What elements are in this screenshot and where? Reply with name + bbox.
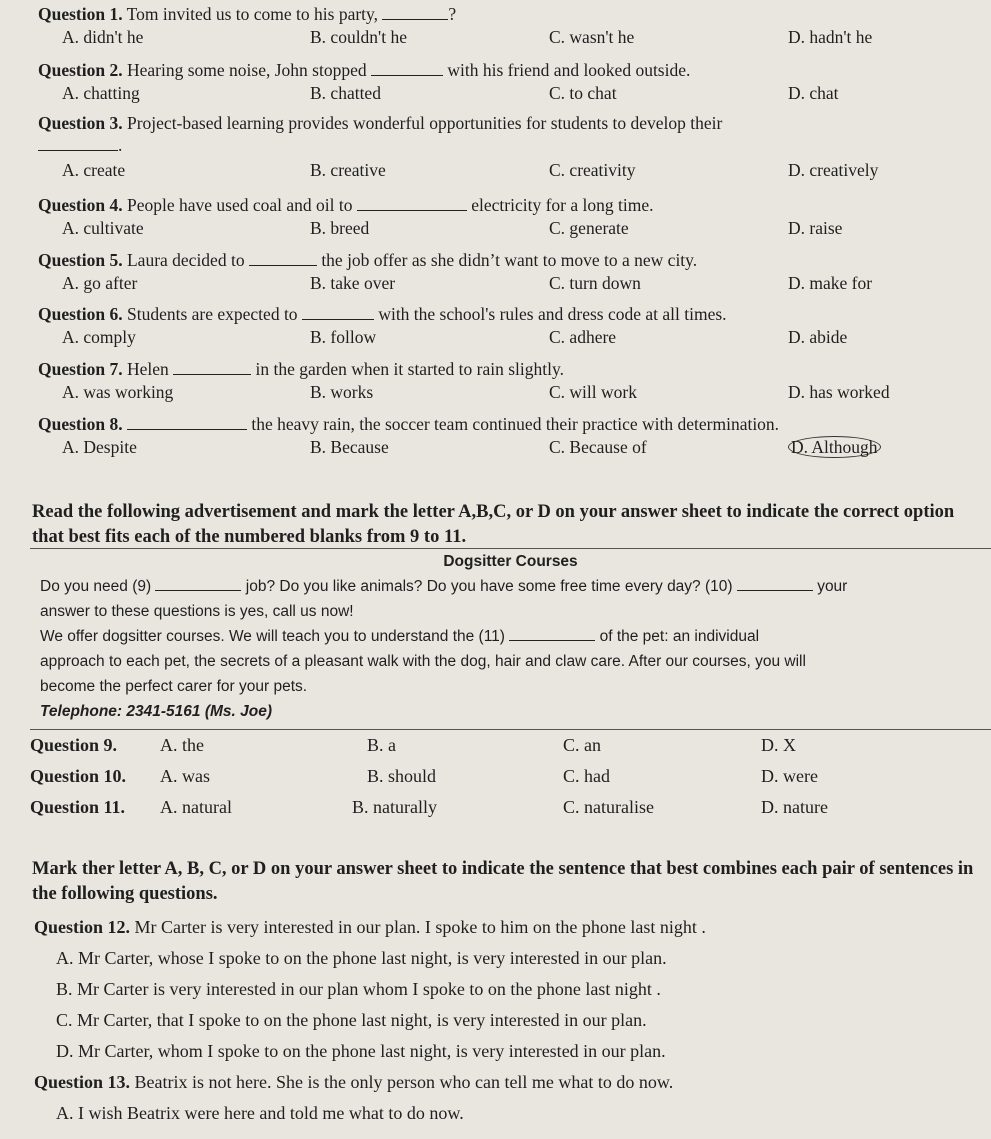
option-b[interactable]: B. should xyxy=(367,766,437,786)
ad-line-2: answer to these questions is yes, call us now! xyxy=(40,603,354,620)
option-d[interactable]: D. nature xyxy=(761,797,828,817)
option-b[interactable]: B. take over xyxy=(310,273,396,293)
option-b[interactable]: B. Because xyxy=(310,437,389,457)
question-6 xyxy=(38,303,983,351)
option-a[interactable]: A. didn't he xyxy=(62,27,144,47)
question-text: Beatrix is not here. She is the only person who can tell me what to do now. xyxy=(134,1072,674,1092)
answer-blank xyxy=(371,75,443,76)
question-text-end: the heavy rain, the soccer team continued their practice with determination. xyxy=(251,414,780,434)
question-3 xyxy=(38,112,983,184)
option-c[interactable]: C. turn down xyxy=(549,273,641,293)
answer-blank xyxy=(38,150,118,151)
question-label: Question 11. xyxy=(30,797,126,817)
option-d[interactable]: D. has worked xyxy=(788,382,890,402)
option-d[interactable]: D. X xyxy=(761,735,796,755)
question-text: Project-based learning provides wonderful opportunities for students to develop their xyxy=(126,113,723,133)
option-c[interactable]: C. naturalise xyxy=(563,797,654,817)
answer-blank xyxy=(302,319,374,320)
option-c[interactable]: C. Mr Carter, that I spoke to on the phone last night, is very interested in our plan. xyxy=(56,1010,647,1030)
option-d[interactable]: D. raise xyxy=(788,218,843,238)
option-a[interactable]: A. chatting xyxy=(62,83,140,103)
option-d[interactable]: D. abide xyxy=(788,327,848,347)
question-7 xyxy=(38,358,983,406)
option-b[interactable]: B. chatted xyxy=(310,83,381,103)
question-8 xyxy=(38,413,983,461)
ad-telephone: Telephone: 2341-5161 (Ms. Joe) xyxy=(40,703,273,720)
ad-line-5: become the perfect carer for your pets. xyxy=(40,678,308,695)
option-b[interactable]: B. Mr Carter is very interested in our plan whom I spoke to on the phone last night . xyxy=(56,979,661,999)
ad-line-4: approach to each pet, the secrets of a pleasant walk with the dog, hair and claw care. After our courses, you will xyxy=(40,653,806,670)
question-12 xyxy=(34,912,979,1067)
option-d[interactable]: D. make for xyxy=(788,273,873,293)
question-label: Question 2. xyxy=(38,60,123,80)
question-11 xyxy=(30,795,975,821)
option-b[interactable]: B. a xyxy=(367,735,396,755)
option-c[interactable]: C. wasn't he xyxy=(549,27,635,47)
combine-instruction: Mark ther letter A, B, C, or D on your answer sheet to indicate the sentence that best combines each pair of sentences in the following questions. xyxy=(32,859,974,904)
question-label: Question 7. xyxy=(38,359,123,379)
question-label: Question 12. xyxy=(34,917,131,937)
option-a[interactable]: A. was xyxy=(160,766,210,786)
question-label: Question 1. xyxy=(38,4,123,24)
question-text: People have used coal and oil to xyxy=(126,195,353,215)
question-10 xyxy=(30,764,975,790)
question-text-end: ? xyxy=(448,4,457,24)
option-c[interactable]: C. Because of xyxy=(549,437,647,457)
question-text-end: . xyxy=(118,135,123,155)
option-d[interactable]: D. were xyxy=(761,766,818,786)
option-b[interactable]: B. creative xyxy=(310,160,386,180)
question-text: Tom invited us to come to his party, xyxy=(126,4,379,24)
option-b[interactable]: B. breed xyxy=(310,218,370,238)
option-a[interactable]: A. I wish Beatrix were here and told me what to do now. xyxy=(56,1103,464,1123)
question-label: Question 6. xyxy=(38,304,123,324)
option-a[interactable]: A. cultivate xyxy=(62,218,144,238)
option-b[interactable]: B. works xyxy=(310,382,374,402)
option-c[interactable]: C. adhere xyxy=(549,327,617,347)
option-a[interactable]: A. the xyxy=(160,735,204,755)
question-2 xyxy=(38,59,983,107)
option-d[interactable]: D. Mr Carter, whom I spoke to on the phone last night, is very interested in our plan. xyxy=(56,1041,666,1061)
option-a[interactable]: A. comply xyxy=(62,327,136,347)
question-label: Question 4. xyxy=(38,195,123,215)
question-text-end: the job offer as she didn’t want to move to a new city. xyxy=(321,250,698,270)
question-text-end: electricity for a long time. xyxy=(471,195,654,215)
question-label: Question 10. xyxy=(30,766,127,786)
option-d[interactable]: D. Although xyxy=(788,437,881,458)
option-a[interactable]: A. was working xyxy=(62,382,174,402)
question-5 xyxy=(38,249,983,297)
answer-blank xyxy=(357,210,467,211)
reading-instruction: Read the following advertisement and mark the letter A,B,C, or D on your answer sheet to indicate the correct option that best fits each of the numbered blanks from 9 to 11. xyxy=(32,502,955,547)
question-text-end: in the garden when it started to rain slightly. xyxy=(255,359,564,379)
answer-blank xyxy=(249,265,317,266)
option-a[interactable]: A. create xyxy=(62,160,126,180)
option-c[interactable]: C. had xyxy=(563,766,610,786)
question-text: Helen xyxy=(126,359,169,379)
question-4 xyxy=(38,194,983,242)
ad-line-1: Do you need (9) job? Do you like animals? Do you have some free time every day? (10) your xyxy=(40,578,848,595)
question-text: Mr Carter is very interested in our plan. I spoke to him on the phone last night . xyxy=(134,917,706,937)
option-c[interactable]: C. will work xyxy=(549,382,637,402)
answer-blank xyxy=(382,19,448,20)
question-label: Question 3. xyxy=(38,113,123,133)
option-d[interactable]: D. chat xyxy=(788,83,839,103)
question-text-end: with the school's rules and dress code at all times. xyxy=(378,304,727,324)
answer-blank xyxy=(127,429,247,430)
ad-line-3: We offer dogsitter courses. We will teach you to understand the (11) of the pet: an individual xyxy=(40,628,760,645)
answer-blank xyxy=(173,374,251,375)
option-b[interactable]: B. couldn't he xyxy=(310,27,407,47)
option-b[interactable]: B. naturally xyxy=(352,797,437,817)
question-label: Question 9. xyxy=(30,735,118,755)
option-a[interactable]: A. natural xyxy=(160,797,232,817)
option-d[interactable]: D. creatively xyxy=(788,160,879,180)
question-text: Hearing some noise, John stopped xyxy=(126,60,367,80)
option-d[interactable]: D. hadn't he xyxy=(788,27,873,47)
question-label: Question 13. xyxy=(34,1072,131,1092)
question-13 xyxy=(34,1067,979,1129)
question-label: Question 8. xyxy=(38,414,123,434)
option-a[interactable]: A. Mr Carter, whose I spoke to on the phone last night, is very interested in our plan. xyxy=(56,948,667,968)
question-1 xyxy=(38,3,983,51)
advertisement-box xyxy=(30,548,991,730)
option-a[interactable]: A. go after xyxy=(62,273,138,293)
question-9 xyxy=(30,733,975,759)
option-c[interactable]: C. creativity xyxy=(549,160,636,180)
option-b[interactable]: B. follow xyxy=(310,327,377,347)
option-c[interactable]: C. to chat xyxy=(549,83,617,103)
question-label: Question 5. xyxy=(38,250,123,270)
option-c[interactable]: C. an xyxy=(563,735,601,755)
question-text: Laura decided to xyxy=(126,250,245,270)
option-c[interactable]: C. generate xyxy=(549,218,629,238)
question-text: Students are expected to xyxy=(126,304,298,324)
ad-title: Dogsitter Courses xyxy=(443,553,578,570)
option-a[interactable]: A. Despite xyxy=(62,437,137,457)
question-text-end: with his friend and looked outside. xyxy=(447,60,691,80)
